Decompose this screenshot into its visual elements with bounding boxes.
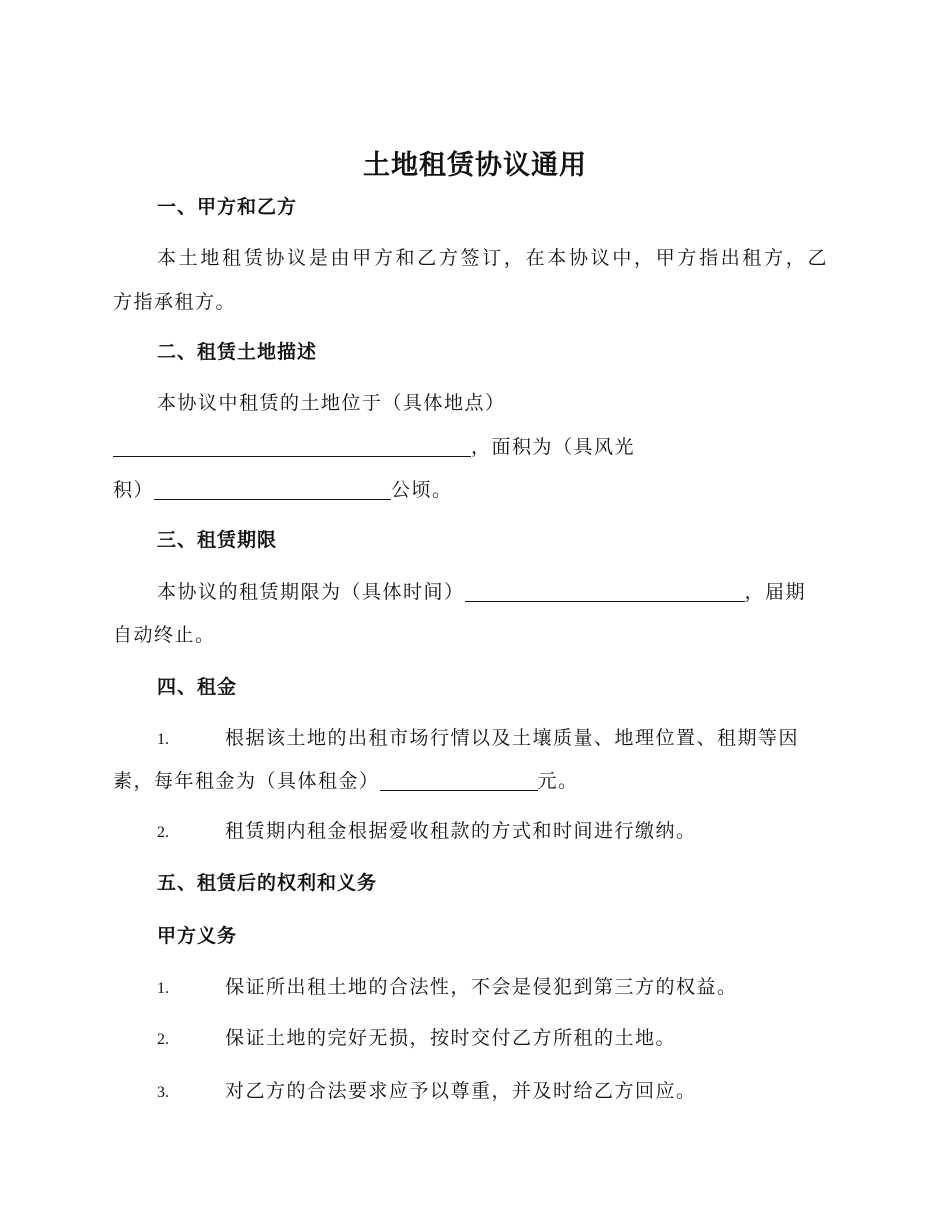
- list-item-number: 1.: [157, 731, 169, 748]
- list-item-number: 2.: [157, 824, 169, 841]
- list-item-text: 保证所出租土地的合法性，不会是侵犯到第三方的权益。: [225, 976, 738, 998]
- section-heading-parties: 一、甲方和乙方: [157, 196, 298, 218]
- list-item-text-suffix: 元。: [537, 770, 579, 792]
- list-item-text: 保证土地的完好无损，按时交付乙方所租的土地。: [225, 1027, 677, 1049]
- subheading-party-a-obligations: 甲方义务: [157, 925, 238, 947]
- list-item-rent-1: [157, 723, 877, 755]
- paragraph-land-line3: [113, 475, 833, 505]
- section-heading-rights-obligations: 五、租赁后的权利和义务: [157, 872, 378, 894]
- list-item-obligation-3: [157, 1076, 877, 1108]
- section-heading-lease-term: 三、租赁期限: [157, 529, 278, 551]
- list-item-text: 对乙方的合法要求应予以尊重，并及时给乙方回应。: [225, 1080, 697, 1102]
- paragraph-land-line2-text: ，面积为（具风光: [471, 436, 636, 458]
- paragraph-parties-line1: 本土地租赁协议是由甲方和乙方签订，在本协议中，甲方指出租方，乙: [157, 247, 828, 269]
- paragraph-land-line2: [113, 432, 833, 462]
- list-item-rent-2: [157, 816, 877, 848]
- paragraph-parties-line2: 方指承租方。: [113, 291, 237, 313]
- list-item-text: 根据该土地的出租市场行情以及土壤质量、地理位置、租期等因: [225, 727, 800, 749]
- paragraph-term-line1-prefix: 本协议的租赁期限为（具体时间）: [157, 581, 465, 603]
- document-title: 土地租赁协议通用: [363, 150, 587, 181]
- list-item-number: 3.: [157, 1084, 169, 1101]
- list-item-text: 租赁期内租金根据爱收租款的方式和时间进行缴纳。: [225, 820, 697, 842]
- term-blank-field: [465, 579, 745, 602]
- list-item-number: 1.: [157, 980, 169, 997]
- list-item-obligation-1: [157, 972, 877, 1004]
- section-heading-land-description: 二、租赁土地描述: [157, 341, 318, 363]
- section-heading-rent: 四、租金: [157, 676, 238, 698]
- area-blank-field: [154, 477, 391, 500]
- paragraph-land-line3-prefix: 积）: [113, 479, 155, 501]
- paragraph-term-line1-suffix: ，届期: [744, 581, 807, 603]
- list-item-number: 2.: [157, 1031, 169, 1048]
- location-blank-field: [113, 434, 471, 457]
- rent-amount-blank-field: [380, 768, 538, 791]
- paragraph-term-line1: [157, 577, 877, 607]
- paragraph-land-line1: 本协议中租赁的土地位于（具体地点）: [157, 392, 506, 414]
- list-item-text-prefix: 素，每年租金为（具体租金）: [113, 770, 380, 792]
- list-item-obligation-2: [157, 1023, 877, 1055]
- paragraph-land-line3-suffix: 公顷。: [391, 479, 453, 501]
- paragraph-term-line2: 自动终止。: [113, 624, 216, 646]
- list-item-rent-1-line2: [113, 766, 833, 796]
